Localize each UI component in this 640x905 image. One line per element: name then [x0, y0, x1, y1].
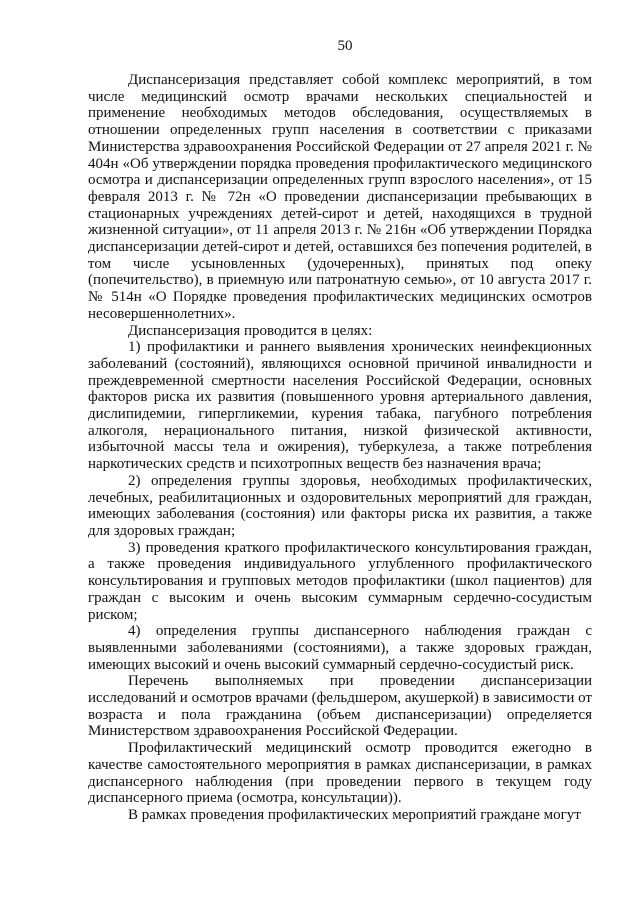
paragraph-checkup: Профилактический медицинский осмотр проводится ежегодно в качестве самостоятельного мероприятия в рамках диспансеризации, в рамках диспансерного наблюдения (при проведении первого в текущем году диспансерного приема (осмотра, консультации)).	[88, 740, 592, 807]
document-body	[88, 72, 592, 824]
paragraph-continued: В рамках проведения профилактических мероприятий граждане могут	[128, 806, 581, 823]
paragraph-goal-1: 1) профилактики и раннего выявления хронических неинфекционных заболеваний (состояний), являющихся основной причиной инвалидности и преждевременной смертности населения Российской Федерации, основных факторов риска их развития (повышенного уровня артериального давления, дислипидемии, гипергликемии, курения табака, пагубного потребления алкоголя, нерационального питания, низкой физической активности, избыточной массы тела и ожирения), туберкулеза, а также потребления наркотических средств и психотропных веществ без назначения врача;	[88, 339, 592, 473]
paragraph-goal-3: 3) проведения краткого профилактического консультирования граждан, а также проведения индивидуального углубленного профилактического консультирования и групповых методов профилактики (школ пациентов) для граждан с высоким и очень высоким суммарным сердечно-сосудистым риском;	[88, 539, 592, 623]
paragraph-scope: Перечень выполняемых при проведении диспансеризации исследований и осмотров врачами (фельдшером, акушеркой) в зависимости от возраста и пола гражданина (объем диспансеризации) определяется Министерством здравоохранения Российской Федерации.	[88, 673, 592, 740]
paragraph-goal-4: 4) определения группы диспансерного наблюдения граждан с выявленными заболеваниями (состояниями), а также здоровых граждан, имеющих высокий и очень высокий суммарный сердечно-сосудистый риск.	[88, 623, 592, 673]
page-number: 50	[337, 38, 353, 54]
paragraph-goals-heading: Диспансеризация проводится в целях:	[128, 322, 373, 339]
paragraph-goal-2: 2) определения группы здоровья, необходимых профилактических, лечебных, реабилитационных и оздоровительных мероприятий для граждан, имеющих заболевания (состояния) или факторы риска их развития, а также для здоровых граждан;	[88, 472, 592, 539]
paragraph-intro: Диспансеризация представляет собой комплекс мероприятий, в том числе медицинский осмотр врачами нескольких специальностей и применение необходимых методов обследования, осуществляемых в отношении определенных групп населения в соответствии с приказами Министерства здравоохранения Российской Федерации от 27 апреля 2021 г. № 404н «Об утверждении порядка проведения профилактического медицинского осмотра и диспансеризации определенных групп взрослого населения», от 15 февраля 2013 г. № 72н «О проведении диспансеризации пребывающих в стационарных учреждениях детей-сирот и детей, находящихся в трудной жизненной ситуации», от 11 апреля 2013 г. № 216н «Об утверждении Порядка диспансеризации детей-сирот и детей, оставшихся без попечения родителей, в том числе усыновленных (удочеренных), принятых под опеку (попечительство), в приемную или патронатную семью», от 10 августа 2017 г. № 514н «О Порядке проведения профилактических медицинских осмотров несовершеннолетних».	[88, 72, 592, 322]
